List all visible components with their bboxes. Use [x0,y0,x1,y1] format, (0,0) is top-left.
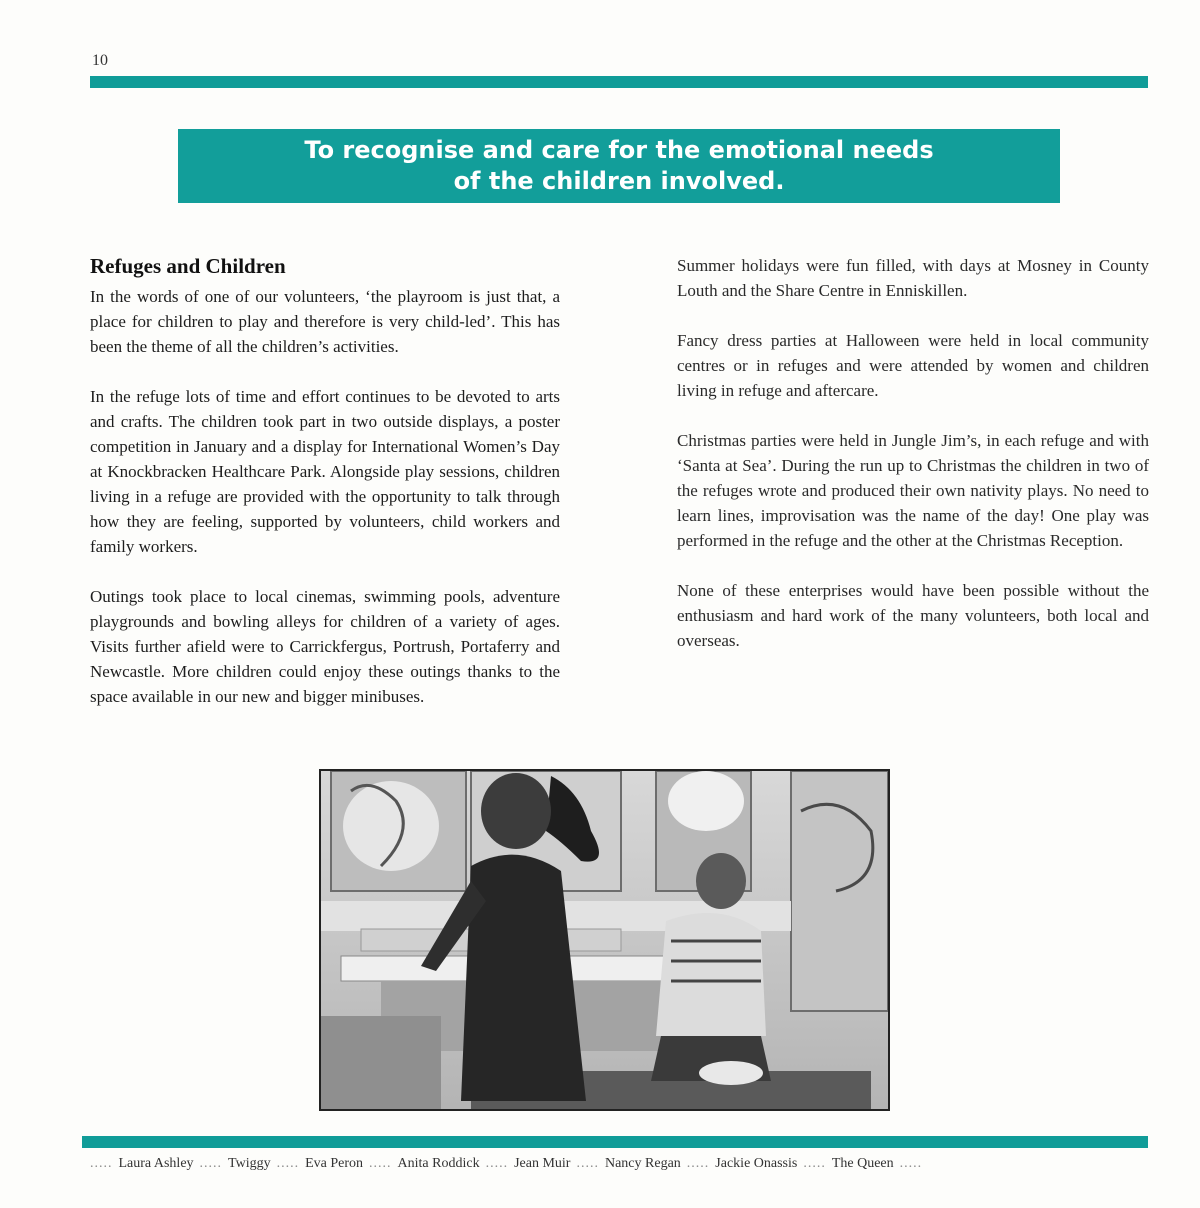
separator: ..... [199,1156,223,1171]
banner-line-1: To recognise and care for the emotional needs [304,136,934,164]
bottom-rule [82,1136,1148,1148]
right-column [677,253,1149,678]
photo-illustration [321,771,888,1109]
separator: ..... [369,1156,392,1171]
section-banner [178,129,1060,203]
separator: ..... [576,1156,599,1171]
footer-name: Twiggy [228,1156,271,1171]
separator: ..... [276,1156,300,1171]
paragraph: In the words of one of our volunteers, ‘the playroom is just that, a place for children to play and therefore is very child-led’. This has been the theme of all the children’s activities. [90,287,560,356]
paragraph: None of these enterprises would have been possible without the enthusiasm and hard work of the many volunteers, both local and overseas. [677,581,1149,650]
footer-name: Anita Roddick [397,1156,480,1171]
separator: ..... [90,1156,113,1171]
banner-line-2: of the children involved. [453,167,785,195]
footer-names [84,1156,1150,1172]
separator: ..... [485,1156,509,1171]
page-number: 10 [92,52,108,69]
paragraph: In the refuge lots of time and effort continues to be devoted to arts and crafts. The children took part in two outside displays, a poster competition in January and a display for International Women’s Day at Knockbracken Healthcare Park. Alongside play sessions, children living in a refuge are provided with the opportunity to talk through how they are feeling, supported by volunteers, child workers and family workers. [90,387,560,556]
footer-name: The Queen [831,1156,894,1171]
paragraph: Fancy dress parties at Halloween were held in local community centres or in refuges and were attended by women and children living in refuge and aftercare. [677,331,1149,400]
separator: ..... [686,1156,710,1171]
paragraph: Christmas parties were held in Jungle Jim’s, in each refuge and with ‘Santa at Sea’. During the run up to Christmas the children in two of the refuges wrote and produced their own nativity plays. No need to learn lines, improvisation was the name of the day! One play was performed in the refuge and the other at the Christmas Reception. [677,431,1149,550]
top-rule [90,76,1148,88]
paragraph: Summer holidays were fun filled, with days at Mosney in County Louth and the Share Centre in Enniskillen. [677,256,1149,300]
footer-name: Jackie Onassis [715,1156,798,1171]
paragraph: Outings took place to local cinemas, swimming pools, adventure playgrounds and bowling alleys for children of a variety of ages. Visits further afield were to Carrickfergus, Portrush, Portaferry and Newcastle. More children could enjoy these outings thanks to the space available in our new and bigger minibuses. [90,587,560,706]
footer-name: Laura Ashley [118,1156,194,1171]
separator: ..... [803,1156,826,1171]
footer-name: Eva Peron [305,1156,364,1171]
footer-name: Nancy Regan [604,1156,681,1171]
left-column [90,253,560,734]
section-heading: Refuges and Children [90,254,286,278]
children-playroom-photo [319,769,890,1111]
separator: ..... [899,1156,923,1171]
footer-name: Jean Muir [514,1156,571,1171]
